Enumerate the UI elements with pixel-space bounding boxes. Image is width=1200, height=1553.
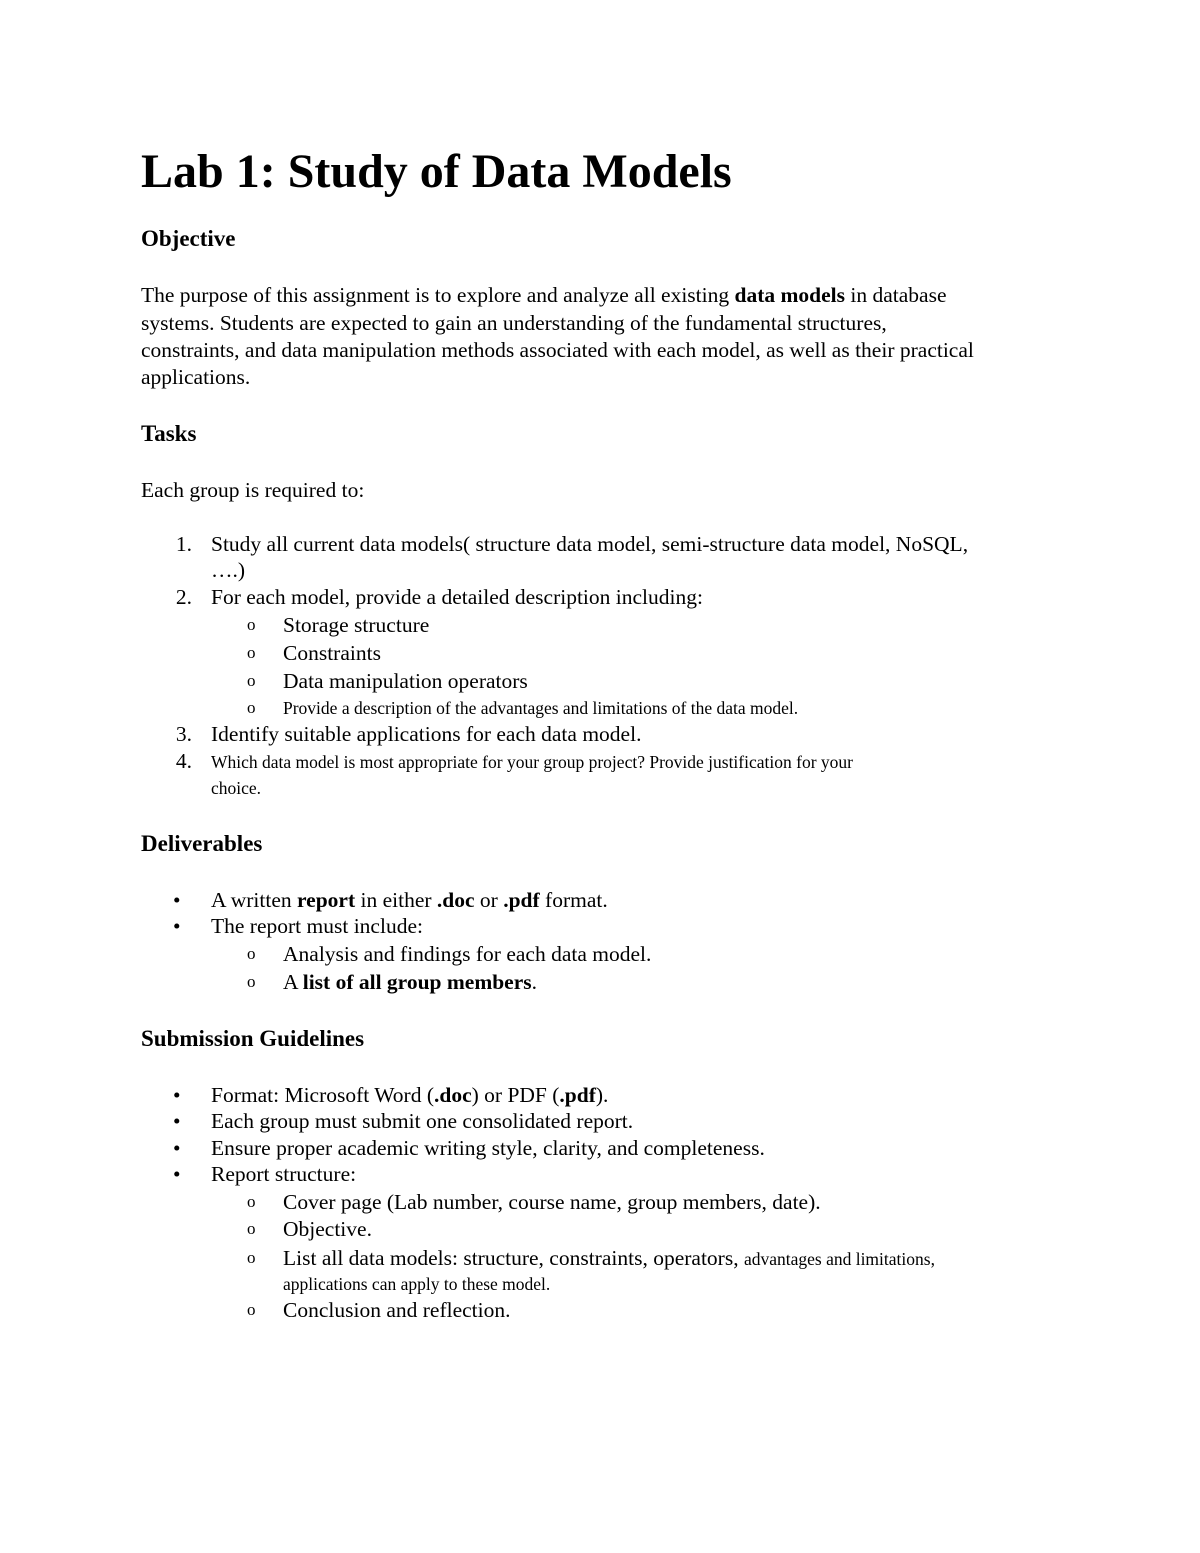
task-item-4-line-1: Which data model is most appropriate for your group project? Provide justification for your bbox=[211, 752, 853, 772]
circle-bullet-icon: o bbox=[247, 671, 256, 690]
bullet-icon: • bbox=[173, 888, 181, 912]
deliverables-heading: Deliverables bbox=[141, 831, 263, 856]
bullet-icon: • bbox=[173, 1136, 181, 1160]
objective-line-2: systems. Students are expected to gain an understanding of the fundamental structures, bbox=[141, 311, 887, 335]
submission-subitem-objective: Objective. bbox=[283, 1217, 372, 1241]
deliverable-item-1: A written report in either .doc or .pdf format. bbox=[211, 888, 608, 912]
list-number: 1. bbox=[175, 532, 192, 556]
submission-item-style: Ensure proper academic writing style, clarity, and completeness. bbox=[211, 1136, 765, 1160]
objective-line-3: constraints, and data manipulation methods associated with each model, as well as their practical bbox=[141, 338, 974, 362]
circle-bullet-icon: o bbox=[247, 944, 256, 963]
page-title: Lab 1: Study of Data Models bbox=[141, 145, 732, 198]
circle-bullet-icon: o bbox=[247, 698, 256, 717]
tasks-intro: Each group is required to: bbox=[141, 478, 365, 502]
list-number: 3. bbox=[175, 722, 192, 746]
task-item-1-line-1: Study all current data models( structure data model, semi-structure data model, NoSQL, bbox=[211, 532, 969, 556]
submission-heading: Submission Guidelines bbox=[141, 1026, 365, 1051]
circle-bullet-icon: o bbox=[247, 1300, 256, 1319]
task-item-1-line-2: ….) bbox=[211, 558, 246, 582]
circle-bullet-icon: o bbox=[247, 1248, 256, 1267]
submission-subitem-conclusion: Conclusion and reflection. bbox=[283, 1298, 511, 1322]
bullet-icon: • bbox=[173, 1162, 181, 1186]
circle-bullet-icon: o bbox=[247, 972, 256, 991]
submission-subitem-cover: Cover page (Lab number, course name, group members, date). bbox=[283, 1190, 821, 1214]
task-subitem-advantages: Provide a description of the advantages and limitations of the data model. bbox=[283, 698, 799, 718]
bullet-icon: • bbox=[173, 1083, 181, 1107]
tasks-heading: Tasks bbox=[141, 421, 197, 446]
submission-subitem-list-line-2: applications can apply to these model. bbox=[283, 1274, 551, 1294]
circle-bullet-icon: o bbox=[247, 1192, 256, 1211]
task-subitem-constraints: Constraints bbox=[283, 641, 381, 665]
submission-item-structure: Report structure: bbox=[211, 1162, 357, 1186]
task-item-2: For each model, provide a detailed description including: bbox=[211, 585, 703, 609]
objective-line-1: The purpose of this assignment is to explore and analyze all existing data models in database bbox=[141, 283, 947, 307]
circle-bullet-icon: o bbox=[247, 615, 256, 634]
objective-heading: Objective bbox=[141, 226, 236, 251]
objective-line-4: applications. bbox=[141, 365, 251, 389]
bullet-icon: • bbox=[173, 914, 181, 938]
bullet-icon: • bbox=[173, 1109, 181, 1133]
deliverable-subitem-members: A list of all group members. bbox=[283, 970, 538, 994]
list-number: 2. bbox=[175, 585, 192, 609]
task-item-4-line-2: choice. bbox=[211, 778, 262, 798]
circle-bullet-icon: o bbox=[247, 643, 256, 662]
task-item-3: Identify suitable applications for each data model. bbox=[211, 722, 642, 746]
submission-subitem-list-line-1: List all data models: structure, constraints, operators, advantages and limitations, bbox=[283, 1246, 935, 1270]
submission-item-consolidated: Each group must submit one consolidated report. bbox=[211, 1109, 634, 1133]
submission-item-format: Format: Microsoft Word (.doc) or PDF (.pdf). bbox=[211, 1083, 609, 1107]
circle-bullet-icon: o bbox=[247, 1219, 256, 1238]
task-subitem-operators: Data manipulation operators bbox=[283, 669, 528, 693]
deliverable-subitem-analysis: Analysis and findings for each data model. bbox=[283, 942, 652, 966]
list-number: 4. bbox=[175, 749, 192, 773]
deliverable-item-2: The report must include: bbox=[211, 914, 423, 938]
task-subitem-storage: Storage structure bbox=[283, 613, 430, 637]
